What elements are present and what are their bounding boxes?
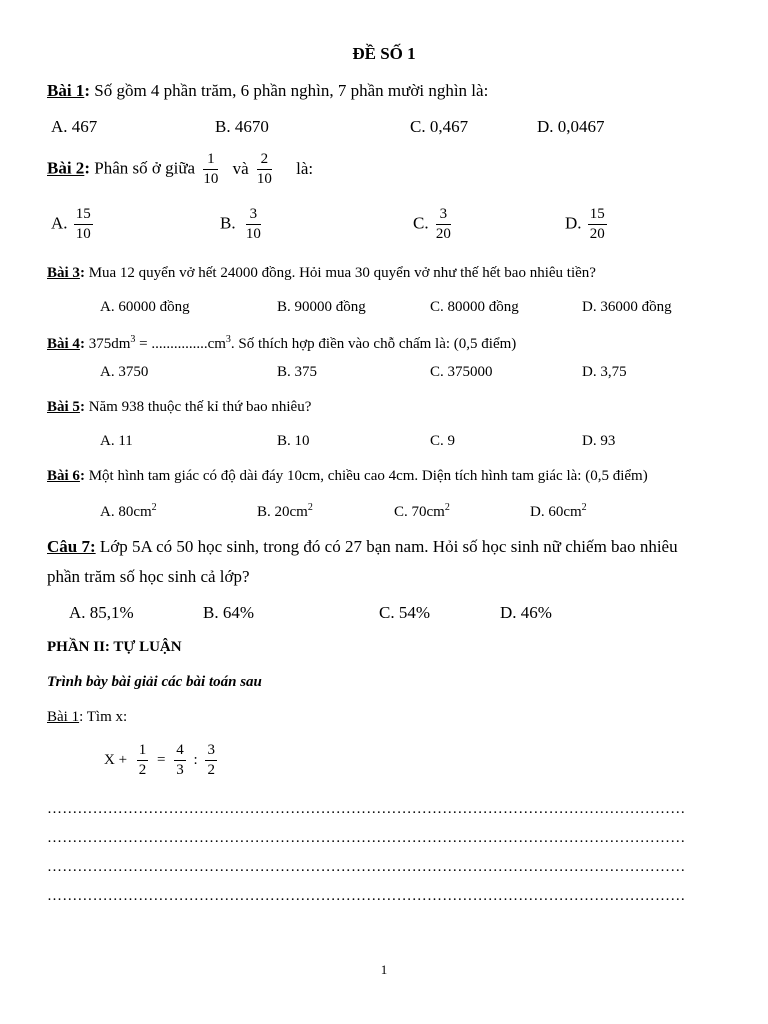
q5-option-a: A. 11 [100, 433, 133, 449]
q6-option-d: D. $60cm^2$ [530, 502, 587, 520]
question-6: Bài 6: Một hình tam giác có độ dài đáy 10cm, chiều cao 4cm. Diện tích hình tam giác là: (0,5 điểm) [47, 468, 648, 484]
part-2-heading: PHẦN II: TỰ LUẬN [47, 639, 182, 655]
question-1: Bài 1: Số gồm 4 phần trăm, 6 phần nghìn, 7 phần mười nghìn là: [47, 81, 489, 100]
q4-option-a: A. 3750 [100, 364, 149, 380]
part-2-instruction: Trình bày bài giải các bài toán sau [47, 674, 262, 690]
q6-option-b: B. $20cm^2$ [257, 502, 313, 520]
question-text: Một hình tam giác có độ dài đáy 10cm, chiều cao 4cm. Diện tích hình tam giác là: (0,5 điểm) [88, 468, 648, 484]
q7-option-c: C. 54% [379, 603, 430, 622]
question-text: Phân số ở giữa [94, 158, 196, 178]
question-label: Bài 5 [47, 399, 80, 415]
q7-option-d: D. 46% [500, 603, 552, 622]
q3-option-b: B. 90000 đồng [277, 299, 366, 315]
q1-option-b: B. 4670 [215, 117, 269, 136]
essay-label: Bài 1 [47, 709, 80, 725]
q1-option-c: C. 0,467 [410, 117, 469, 136]
q6-option-a: A. $80cm^2$ [100, 502, 157, 520]
question-7 [47, 537, 678, 557]
answer-line: ……………………………………………………………………………………………………………… [47, 801, 686, 817]
q5-option-c: C. 9 [430, 433, 456, 449]
question-label: Câu 7: [47, 537, 96, 556]
question-label: Bài 2 [47, 158, 85, 178]
q5-option-b: B. 10 [277, 433, 310, 449]
q1-option-a: A. 467 [51, 117, 98, 136]
page-number: 1 [380, 962, 388, 977]
question-text: Lớp 5A có 50 học sinh, trong đó có 27 bạn nam. Hỏi số học sinh nữ chiếm bao nhiêu [99, 537, 678, 556]
q3-option-a: A. 60000 đồng [100, 299, 190, 315]
page-title: ĐỀ SỐ 1 [352, 44, 416, 63]
q7-option-b: B. 64% [203, 603, 254, 622]
question-label: Bài 4 [47, 336, 80, 352]
q4-option-b: B. 375 [277, 364, 318, 380]
q4-option-d: D. 3,75 [582, 364, 627, 380]
q2-option-b: B. $\frac{3}{10}$ [220, 206, 261, 243]
question-label: Bài 1 [47, 81, 85, 100]
q2-option-a: A. $\frac{15}{10}$ [51, 206, 91, 243]
q4-option-c: C. 375000 [430, 364, 493, 380]
question-label: Bài 3 [47, 265, 80, 281]
question-3: Bài 3: Mua 12 quyển vở hết 24000 đồng. Hỏi mua 30 quyển vở như thế hết bao nhiêu tiền? [47, 265, 596, 281]
question-end: là: [296, 158, 314, 178]
q3-option-c: C. 80000 đồng [430, 299, 519, 315]
question-text: Mua 12 quyển vở hết 24000 đồng. Hỏi mua 30 quyển vở như thế hết bao nhiêu tiền? [88, 265, 596, 281]
fraction: $\frac{1}{10}$ [203, 151, 219, 188]
q3-option-d: D. 36000 đồng [582, 299, 672, 315]
question-text: Số gồm 4 phần trăm, 6 phần nghìn, 7 phần mười nghìn là: [94, 81, 489, 100]
q6-option-c: C. $70cm^2$ [394, 502, 450, 520]
essay-text: : Tìm x: [79, 709, 128, 725]
answer-line: ……………………………………………………………………………………………………………… [47, 859, 686, 875]
q2-option-c: C. $\frac{3}{20}$ [413, 206, 451, 243]
answer-line: ……………………………………………………………………………………………………………… [47, 830, 686, 846]
question-7-line-2: phần trăm số học sinh cả lớp? [47, 567, 250, 586]
answer-line: ……………………………………………………………………………………………………………… [47, 888, 686, 904]
question-text: Năm 938 thuộc thế kỉ thứ bao nhiêu? [88, 399, 312, 415]
conjunction: và [232, 158, 249, 178]
q7-option-a: A. 85,1% [69, 603, 134, 622]
question-label: Bài 6 [47, 468, 80, 484]
q5-option-d: D. 93 [582, 433, 616, 449]
question-2: Bài 2: Phân số ở giữa $\frac{1}{10}$ và $\frac{2}{10}$ là: [47, 151, 314, 188]
essay-1 [47, 709, 127, 726]
q2-option-d: D. $\frac{15}{20}$ [565, 206, 605, 243]
question-4: Bài 4: $375dm^3 = ...............cm^3$. Số thích hợp điền vào chỗ chấm là: (0,5 điểm) [47, 334, 517, 352]
question-5: Bài 5: Năm 938 thuộc thế kỉ thứ bao nhiêu? [47, 399, 312, 415]
equation: X + $\frac{1}{2}$ = $\frac{4}{3}$ : $\frac{3}{2}$ [104, 742, 215, 779]
fraction: $\frac{2}{10}$ [256, 151, 272, 188]
q1-option-d: D. 0,0467 [537, 117, 605, 136]
